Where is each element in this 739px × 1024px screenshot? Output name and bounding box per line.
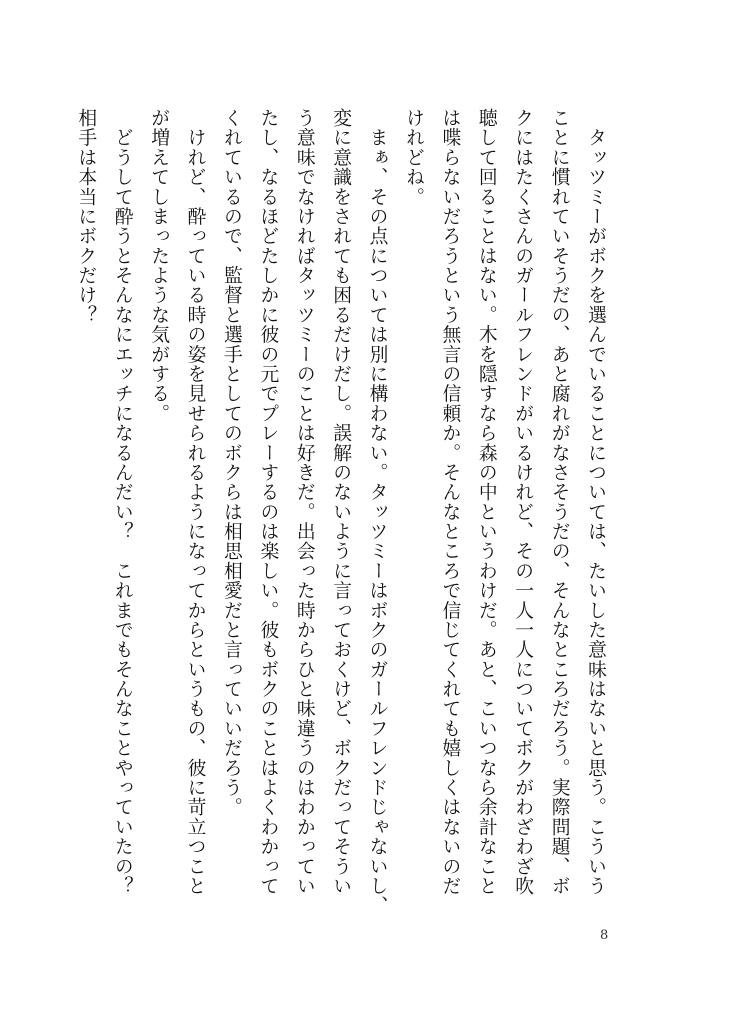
text-line: まぁ、その点については別に構わない。タッツミーはボクのガールフレンドじゃないし、 (366, 108, 388, 916)
text-line: が増えてしまったような気がする。 (148, 108, 170, 424)
text-line: けれどね。 (402, 108, 424, 207)
text-line: たし、なるほどたしかに彼の元でプレーするのは楽しい。彼もボクのことはよくわかって (257, 108, 279, 896)
page-number: 8 (600, 928, 609, 943)
text-line: ことに慣れていそうだの、あと腐れがなさそうだの、そんなところだろう。実際問題、ボ (548, 108, 570, 896)
text-line: どうして酔うとそんなにエッチになるんだい？ これまでもそんなことやっていたの？ (111, 108, 133, 896)
body-text (75, 108, 613, 928)
text-line: 相手は本当にボクだけ？ (75, 108, 97, 325)
text-line: う意味でなければタッツミーのことは好きだ。出会った時からひと味違うのはわかってい (293, 108, 315, 896)
text-line: けれど、酔っている時の姿を見せられるようになってからというもの、彼に苛立つこと (184, 108, 206, 896)
text-line: 変に意識をされても困るだけだし。誤解のないように言っておくけど、ボクだってそうい (330, 108, 352, 896)
text-line: 聴して回ることはない。木を隠すなら森の中というわけだ。あと、こいつなら余計なこと (475, 108, 497, 896)
text-line: クにはたくさんのガールフレンドがいるけれど、その一人一人についてボクがわざわざ吹 (512, 108, 534, 896)
text-line: くれているので、監督と選手としてのボクらは相思相愛だと言っていいだろう。 (220, 108, 242, 817)
text-line: は喋らないだろうという無言の信頼か。そんなところで信じてくれても嬉しくはないのだ (439, 108, 461, 896)
text-line: タッツミーがボクを選んでいることについては、たいした意味はないと思う。こういう (585, 108, 606, 896)
